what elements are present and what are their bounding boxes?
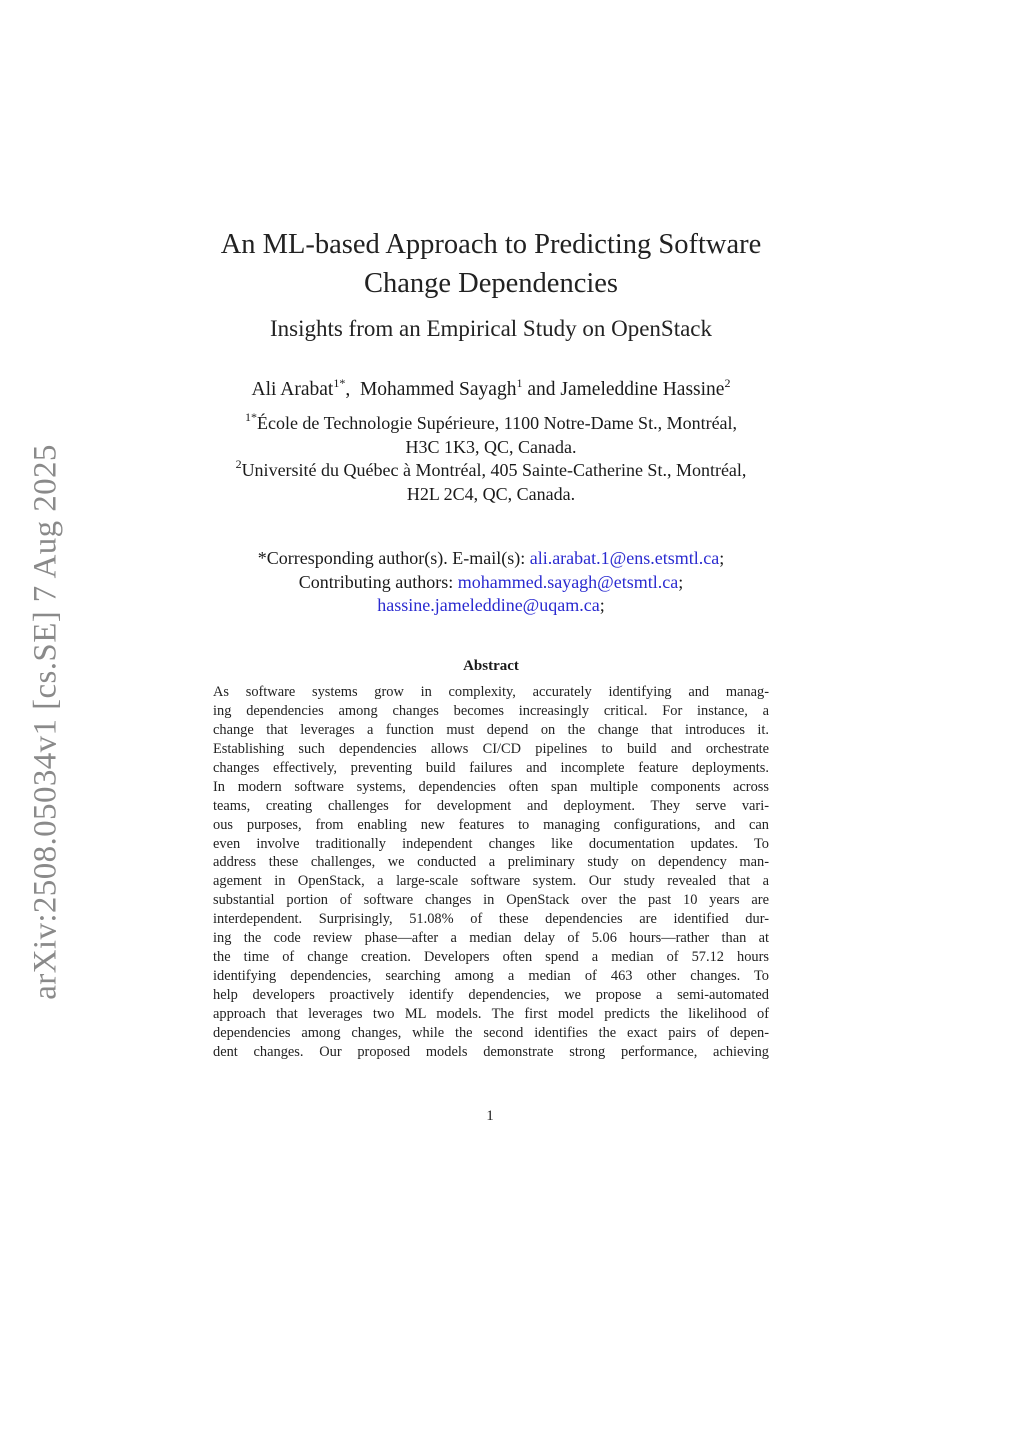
- abstract-line: In modern software systems, dependencies often span multiple components across: [213, 778, 769, 795]
- email-separator: ;: [719, 548, 725, 568]
- affiliation-mark: 2: [235, 457, 242, 471]
- abstract-line: changes effectively, preventing build failures and incomplete feature deployments.: [213, 759, 769, 776]
- abstract-line: even involve traditionally independent changes like documentation updates. To: [213, 835, 769, 852]
- abstract-line: change that leverages a function must depend on the change that introduces it.: [213, 721, 769, 738]
- abstract-line: dependencies among changes, while the second identifies the exact pairs of depen-: [213, 1024, 769, 1041]
- abstract-line: Establishing such dependencies allows CI/CD pipelines to build and orchestrate: [213, 740, 769, 757]
- abstract-line: interdependent. Surprisingly, 51.08% of these dependencies are identified dur-: [213, 911, 769, 928]
- abstract-line: identifying dependencies, searching among a median of 463 other changes. To: [213, 968, 769, 985]
- corresponding-label: *Corresponding author(s). E-mail(s):: [257, 548, 530, 568]
- affiliation-mark: 1*: [244, 410, 257, 424]
- author-name: Ali Arabat: [251, 379, 334, 400]
- author-separator: and: [522, 379, 561, 400]
- author-affiliation-mark: 1*: [333, 376, 346, 390]
- abstract-line: ous purposes, from enabling new features to managing configurations, and can: [213, 816, 769, 833]
- paper-title: [170, 225, 812, 303]
- abstract-line: ing dependencies among changes becomes increasingly critical. For instance, a: [213, 702, 769, 719]
- author-separator: ,: [345, 379, 360, 400]
- contributing-authors-line: [150, 571, 832, 595]
- contributing-email-link[interactable]: mohammed.sayagh@etsmtl.ca: [457, 571, 679, 592]
- affiliation-line: H2L 2C4, QC, Canada.: [406, 483, 576, 504]
- email-separator: ;: [678, 571, 684, 592]
- abstract-line: help developers proactively identify dependencies, we propose a semi-automated: [213, 987, 769, 1003]
- abstract-line: ing the code review phase—after a median delay of 5.06 hours—rather than at: [213, 930, 769, 947]
- abstract-line: approach that leverages two ML models. The first model predicts the likelihood of: [213, 1005, 769, 1022]
- affiliation-line: École de Technologie Supérieure, 1100 Notre-Dame St., Montréal,: [256, 413, 738, 433]
- author-affiliation-mark: 1: [516, 376, 523, 390]
- arxiv-identifier-stamp: arXiv:2508.05034v1 [cs.SE] 7 Aug 2025: [27, 444, 64, 1000]
- contributing-authors-line-2: [150, 594, 832, 618]
- affiliation: [150, 459, 832, 506]
- abstract-line: the time of change creation. Developers often spend a median of 57.12 hours: [213, 949, 769, 966]
- abstract-body: [213, 683, 769, 1062]
- contact-info: [150, 547, 832, 618]
- corresponding-email-link[interactable]: ali.arabat.1@ens.etsmtl.ca: [529, 548, 720, 568]
- page-number: 1: [486, 1108, 494, 1124]
- title-line: An ML-based Approach to Predicting Software: [220, 229, 762, 260]
- contributing-label: Contributing authors:: [298, 571, 458, 592]
- author-affiliation-mark: 2: [724, 376, 731, 390]
- abstract-line: agement in OpenStack, a large-scale software system. Our study revealed that a: [213, 873, 769, 890]
- abstract-line: address these challenges, we conducted a preliminary study on dependency man-: [213, 854, 769, 871]
- abstract-line: As software systems grow in complexity, accurately identifying and manag-: [213, 684, 769, 700]
- contributing-email-link[interactable]: hassine.jameleddine@uqam.ca: [377, 595, 600, 615]
- corresponding-author-line: [150, 547, 832, 571]
- author-name: Jameleddine Hassine: [560, 379, 725, 400]
- affiliation-line: H3C 1K3, QC, Canada.: [405, 436, 577, 457]
- email-separator: ;: [599, 595, 605, 615]
- paper-subtitle: Insights from an Empirical Study on OpenStack: [269, 316, 713, 341]
- author-name: Mohammed Sayagh: [359, 379, 517, 400]
- affiliation-list: [150, 412, 832, 506]
- title-line: Change Dependencies: [363, 268, 619, 299]
- affiliation: [150, 412, 832, 459]
- abstract-line: dent changes. Our proposed models demonstrate strong performance, achieving: [213, 1043, 769, 1060]
- abstract-line: teams, creating challenges for development and deployment. They serve vari-: [213, 797, 769, 814]
- abstract-heading: Abstract: [463, 658, 519, 674]
- affiliation-line: Université du Québec à Montréal, 405 Sainte-Catherine St., Montréal,: [241, 460, 747, 480]
- abstract-line: substantial portion of software changes in OpenStack over the past 10 years are: [213, 892, 769, 909]
- author-list: [150, 376, 832, 404]
